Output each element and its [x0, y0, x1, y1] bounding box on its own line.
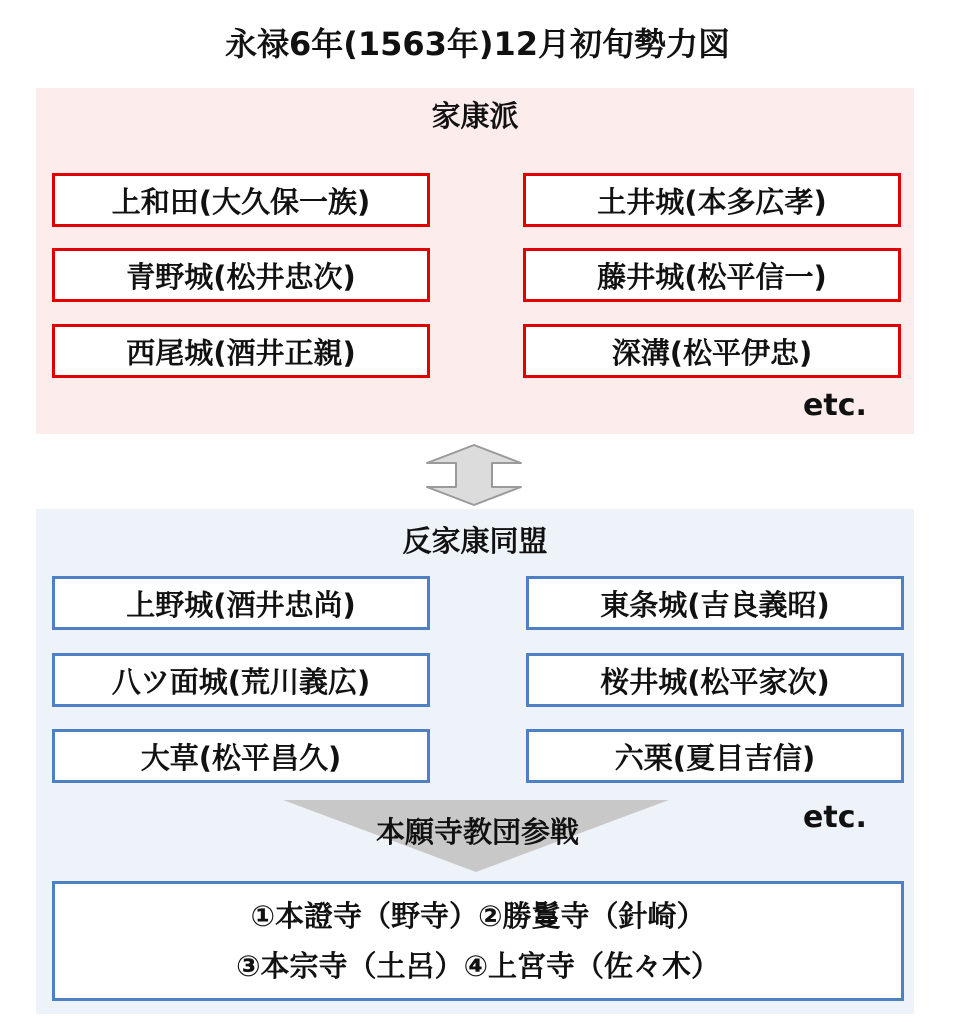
ieyasu-faction-panel: [36, 88, 914, 434]
alliance-member: 桜井城(松平家次): [526, 653, 904, 707]
alliance-member: 東条城(吉良義昭): [526, 576, 904, 630]
honganji-join-label: 本願寺教団参戦: [375, 815, 579, 849]
ieyasu-member: 藤井城(松平信一): [523, 248, 901, 302]
ieyasu-faction-heading: 家康派: [431, 99, 519, 133]
alliance-member: 上野城(酒井忠尚): [52, 576, 430, 630]
alliance-member: 六栗(夏目吉信): [526, 729, 904, 783]
alliance-etc-label: etc.: [803, 800, 867, 835]
honganji-temples-box: [52, 881, 904, 1001]
temples-line: ①本證寺（野寺）②勝鬘寺（針崎）: [250, 899, 706, 933]
alliance-member: 大草(松平昌久): [52, 729, 430, 783]
ieyasu-member: 青野城(松井忠次): [52, 248, 430, 302]
ieyasu-member: 深溝(松平伊忠): [523, 324, 901, 378]
alliance-member: 八ツ面城(荒川義広): [52, 653, 430, 707]
ieyasu-member: 西尾城(酒井正親): [52, 324, 430, 378]
ieyasu-member: 上和田(大久保一族): [52, 173, 430, 227]
double-arrow-icon: [424, 443, 524, 507]
anti-ieyasu-heading: 反家康同盟: [402, 524, 548, 558]
temples-line: ③本宗寺（土呂）④上宮寺（佐々木）: [235, 949, 721, 983]
diagram-title: 永禄6年(1563年)12月初旬勢力図: [224, 25, 731, 63]
ieyasu-etc-label: etc.: [803, 388, 867, 423]
ieyasu-member: 土井城(本多広孝): [523, 173, 901, 227]
